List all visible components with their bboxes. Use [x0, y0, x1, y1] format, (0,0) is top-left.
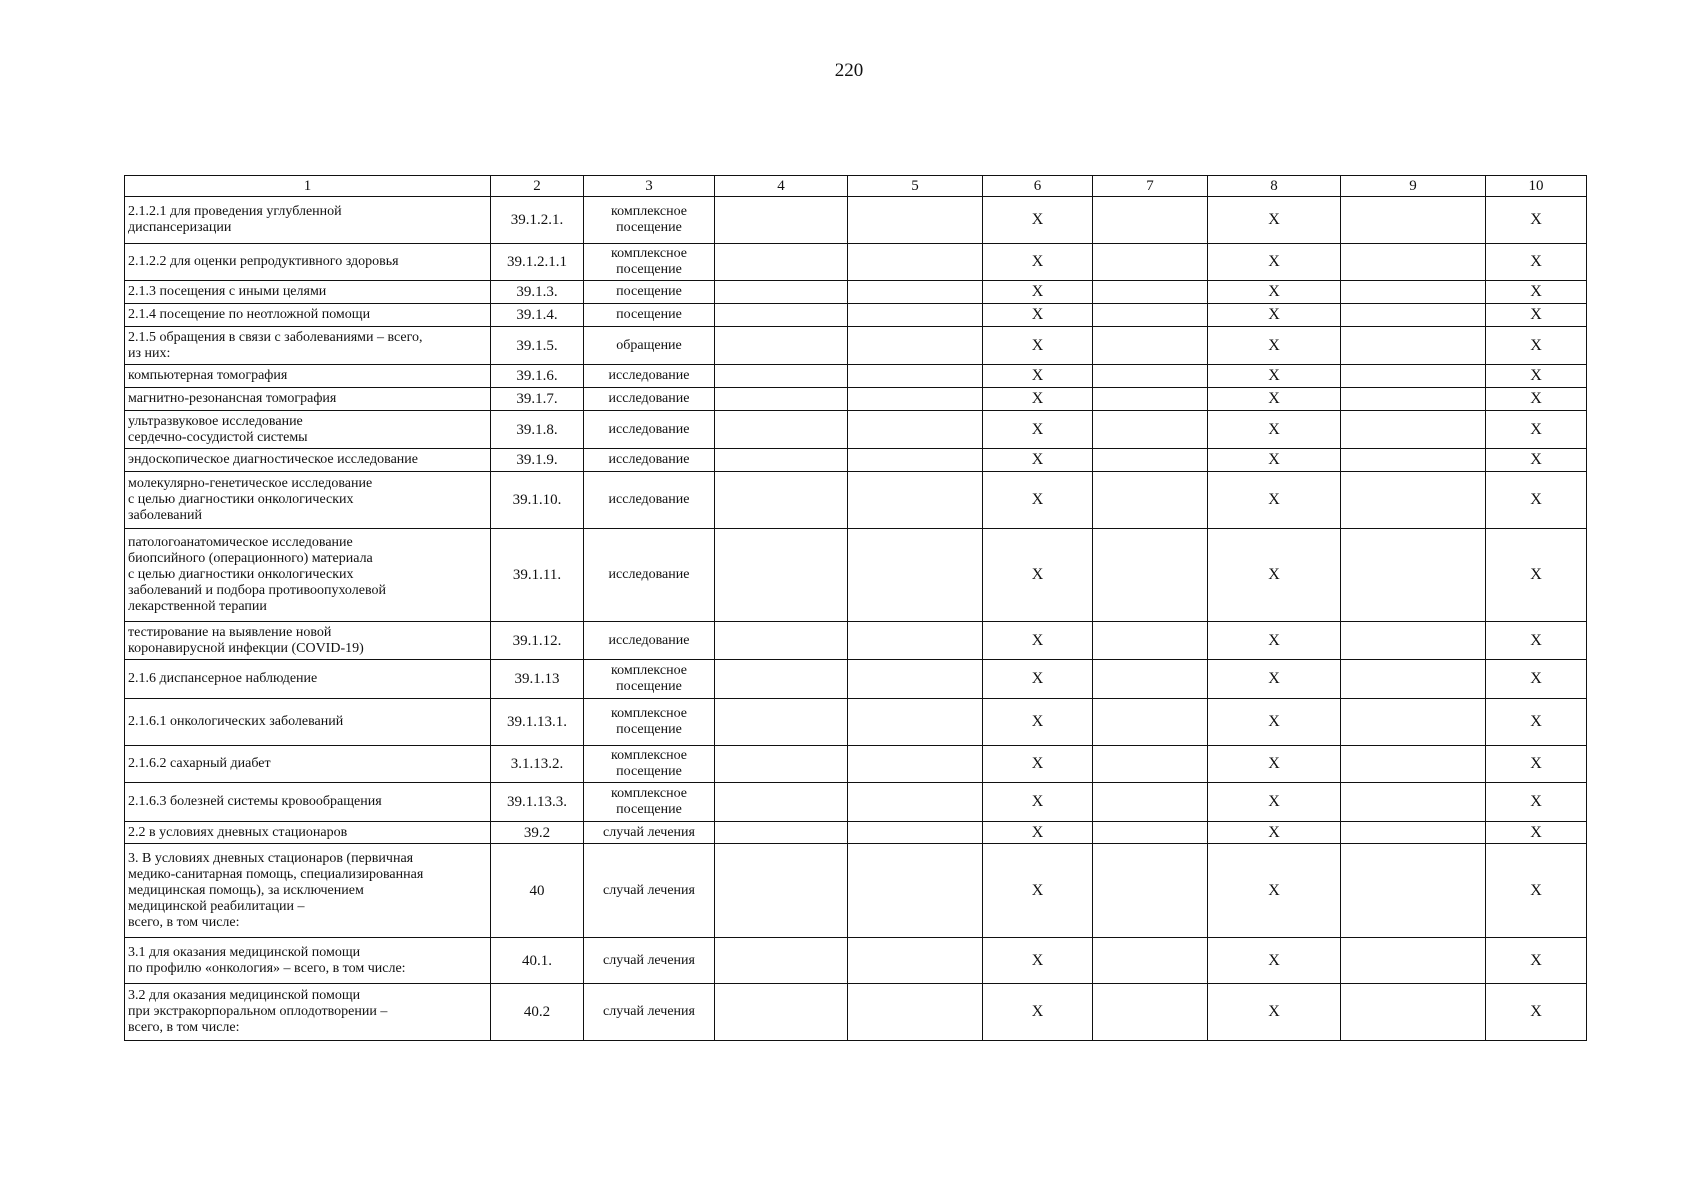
- empty-cell: [1093, 197, 1208, 244]
- row-code-cell: 39.1.2.1.: [491, 197, 584, 244]
- row-name-text: молекулярно-генетическое исследование с целью диагностики онкологических заболеваний: [128, 476, 373, 523]
- row-col6-cell: Х: [983, 984, 1093, 1041]
- row-name-text: патологоанатомическое исследование биопсийного (операционного) материала с целью диагностики онкологических заболеваний и подбора противоопухолевой лекарственной терапии: [128, 535, 386, 614]
- row-col10-cell: Х: [1486, 622, 1587, 660]
- col-header: 2: [491, 176, 584, 197]
- empty-cell: [1093, 244, 1208, 281]
- col-header: 6: [983, 176, 1093, 197]
- empty-cell: [848, 622, 983, 660]
- row-col6-cell: Х: [983, 622, 1093, 660]
- row-code-cell: 40: [491, 844, 584, 938]
- empty-cell: [848, 449, 983, 472]
- empty-cell: [848, 822, 983, 844]
- row-col10-cell: Х: [1486, 746, 1587, 783]
- row-unit-cell: исследование: [584, 411, 715, 449]
- col-header: 5: [848, 176, 983, 197]
- row-unit-cell: случай лечения: [584, 844, 715, 938]
- row-name-cell: [125, 449, 491, 472]
- row-name-cell: [125, 844, 491, 938]
- row-unit-cell: исследование: [584, 449, 715, 472]
- empty-cell: [715, 472, 848, 529]
- row-code-cell: 40.2: [491, 984, 584, 1041]
- row-code-cell: 3.1.13.2.: [491, 746, 584, 783]
- row-unit-cell: исследование: [584, 529, 715, 622]
- empty-cell: [715, 699, 848, 746]
- row-col10-cell: Х: [1486, 529, 1587, 622]
- empty-cell: [1093, 388, 1208, 411]
- empty-cell: [1341, 783, 1486, 822]
- row-col10-cell: Х: [1486, 244, 1587, 281]
- row-name-cell: [125, 327, 491, 365]
- table-row: [125, 844, 1587, 938]
- row-col10-cell: Х: [1486, 984, 1587, 1041]
- row-col10-cell: Х: [1486, 388, 1587, 411]
- empty-cell: [1093, 660, 1208, 699]
- empty-cell: [848, 746, 983, 783]
- row-unit-cell: исследование: [584, 622, 715, 660]
- empty-cell: [1341, 622, 1486, 660]
- row-name-text: 2.1.6.2 сахарный диабет: [128, 756, 271, 771]
- row-col10-cell: Х: [1486, 449, 1587, 472]
- col-header: 7: [1093, 176, 1208, 197]
- empty-cell: [715, 197, 848, 244]
- row-name-text: 2.1.6 диспансерное наблюдение: [128, 671, 318, 686]
- empty-cell: [715, 281, 848, 304]
- row-name-cell: [125, 699, 491, 746]
- row-name-cell: [125, 472, 491, 529]
- row-name-text: 3.2 для оказания медицинской помощи при экстракорпоральном оплодотворении – всего, в том числе:: [128, 988, 388, 1035]
- row-unit-cell: случай лечения: [584, 984, 715, 1041]
- row-col10-cell: Х: [1486, 822, 1587, 844]
- empty-cell: [1341, 938, 1486, 984]
- empty-cell: [715, 388, 848, 411]
- row-col10-cell: Х: [1486, 411, 1587, 449]
- col-header: 4: [715, 176, 848, 197]
- empty-cell: [848, 244, 983, 281]
- row-col10-cell: Х: [1486, 197, 1587, 244]
- empty-cell: [715, 411, 848, 449]
- col-header: 10: [1486, 176, 1587, 197]
- row-col6-cell: Х: [983, 244, 1093, 281]
- table-row: [125, 783, 1587, 822]
- row-name-cell: [125, 984, 491, 1041]
- table-body: [125, 197, 1587, 1041]
- row-col8-cell: Х: [1208, 844, 1341, 938]
- row-name-cell: [125, 388, 491, 411]
- header-row: [125, 176, 1587, 197]
- row-col6-cell: Х: [983, 449, 1093, 472]
- empty-cell: [848, 984, 983, 1041]
- row-name-text: 2.2 в условиях дневных стационаров: [128, 824, 348, 840]
- row-code-cell: 39.1.11.: [491, 529, 584, 622]
- row-col8-cell: Х: [1208, 699, 1341, 746]
- table-row: [125, 281, 1587, 304]
- table-row: [125, 472, 1587, 529]
- empty-cell: [1093, 783, 1208, 822]
- empty-cell: [715, 984, 848, 1041]
- empty-cell: [848, 197, 983, 244]
- row-name-text: 2.1.4 посещение по неотложной помощи: [128, 307, 371, 322]
- empty-cell: [848, 327, 983, 365]
- row-name-text: 2.1.2.2 для оценки репродуктивного здоровья: [128, 254, 399, 269]
- row-code-cell: 39.1.7.: [491, 388, 584, 411]
- row-col6-cell: Х: [983, 529, 1093, 622]
- page-number: 220: [834, 60, 864, 81]
- empty-cell: [1093, 365, 1208, 388]
- empty-cell: [1093, 822, 1208, 844]
- row-name-text: магнитно-резонансная томография: [128, 391, 337, 406]
- empty-cell: [1093, 304, 1208, 327]
- empty-cell: [715, 844, 848, 938]
- row-name-text: 2.1.6.3 болезней системы кровообращения: [128, 794, 382, 809]
- empty-cell: [1341, 197, 1486, 244]
- row-col10-cell: Х: [1486, 472, 1587, 529]
- row-code-cell: 39.1.13: [491, 660, 584, 699]
- row-code-cell: 39.1.5.: [491, 327, 584, 365]
- row-unit-cell: посещение: [584, 281, 715, 304]
- empty-cell: [1341, 327, 1486, 365]
- table-row: [125, 449, 1587, 472]
- table-row: [125, 822, 1587, 844]
- row-col8-cell: Х: [1208, 327, 1341, 365]
- row-name-cell: [125, 783, 491, 822]
- empty-cell: [1341, 844, 1486, 938]
- empty-cell: [1093, 746, 1208, 783]
- row-col6-cell: Х: [983, 699, 1093, 746]
- row-unit-cell: посещение: [584, 304, 715, 327]
- table-row: [125, 327, 1587, 365]
- empty-cell: [715, 529, 848, 622]
- row-unit-cell: исследование: [584, 388, 715, 411]
- empty-cell: [1341, 472, 1486, 529]
- empty-cell: [715, 822, 848, 844]
- row-col6-cell: Х: [983, 844, 1093, 938]
- row-col10-cell: Х: [1486, 327, 1587, 365]
- row-col6-cell: Х: [983, 365, 1093, 388]
- row-col8-cell: Х: [1208, 984, 1341, 1041]
- empty-cell: [715, 938, 848, 984]
- row-code-cell: 39.1.10.: [491, 472, 584, 529]
- empty-cell: [715, 365, 848, 388]
- row-col6-cell: Х: [983, 304, 1093, 327]
- empty-cell: [715, 327, 848, 365]
- row-col6-cell: Х: [983, 783, 1093, 822]
- empty-cell: [1341, 281, 1486, 304]
- row-name-cell: [125, 281, 491, 304]
- row-code-cell: 39.1.9.: [491, 449, 584, 472]
- row-name-text: 3.1 для оказания медицинской помощи по профилю «онкология» – всего, в том числе:: [128, 944, 406, 976]
- row-name-cell: [125, 660, 491, 699]
- row-col8-cell: Х: [1208, 244, 1341, 281]
- empty-cell: [1341, 411, 1486, 449]
- empty-cell: [1341, 822, 1486, 844]
- row-col8-cell: Х: [1208, 529, 1341, 622]
- row-name-text: тестирование на выявление новой коронавирусной инфекции (COVID-19): [128, 624, 364, 656]
- empty-cell: [848, 304, 983, 327]
- row-name-cell: [125, 529, 491, 622]
- row-unit-cell: комплексное посещение: [584, 699, 715, 746]
- table-row: [125, 388, 1587, 411]
- row-name-text: 2.1.6.1 онкологических заболеваний: [128, 714, 344, 729]
- empty-cell: [1341, 529, 1486, 622]
- row-col8-cell: Х: [1208, 660, 1341, 699]
- row-name-text: эндоскопическое диагностическое исследование: [128, 452, 418, 467]
- empty-cell: [1341, 660, 1486, 699]
- row-name-text: 2.1.5 обращения в связи с заболеваниями – всего, из них:: [128, 329, 423, 361]
- row-col10-cell: Х: [1486, 304, 1587, 327]
- row-col8-cell: Х: [1208, 365, 1341, 388]
- row-name-cell: [125, 822, 491, 844]
- empty-cell: [1093, 844, 1208, 938]
- table-row: [125, 411, 1587, 449]
- row-col8-cell: Х: [1208, 746, 1341, 783]
- row-col6-cell: Х: [983, 327, 1093, 365]
- row-col8-cell: Х: [1208, 783, 1341, 822]
- empty-cell: [848, 365, 983, 388]
- empty-cell: [1341, 746, 1486, 783]
- row-code-cell: 40.1.: [491, 938, 584, 984]
- row-unit-cell: исследование: [584, 472, 715, 529]
- row-col6-cell: Х: [983, 281, 1093, 304]
- row-col10-cell: Х: [1486, 783, 1587, 822]
- empty-cell: [848, 529, 983, 622]
- row-name-cell: [125, 244, 491, 281]
- row-name-text: 3. В условиях дневных стационаров (первичная медико-санитарная помощь, специализированная медицинская помощь), за исключением медицинской реабилитации – всего, в том числе:: [128, 850, 424, 930]
- empty-cell: [1341, 244, 1486, 281]
- row-code-cell: 39.1.3.: [491, 281, 584, 304]
- row-col10-cell: Х: [1486, 699, 1587, 746]
- empty-cell: [848, 938, 983, 984]
- table-row: [125, 938, 1587, 984]
- empty-cell: [848, 844, 983, 938]
- row-unit-cell: обращение: [584, 327, 715, 365]
- row-col6-cell: Х: [983, 746, 1093, 783]
- empty-cell: [848, 660, 983, 699]
- col-header: 9: [1341, 176, 1486, 197]
- row-col8-cell: Х: [1208, 938, 1341, 984]
- empty-cell: [1093, 327, 1208, 365]
- row-col8-cell: Х: [1208, 304, 1341, 327]
- row-col10-cell: Х: [1486, 938, 1587, 984]
- table-row: [125, 244, 1587, 281]
- row-code-cell: 39.1.13.1.: [491, 699, 584, 746]
- table-row: [125, 365, 1587, 388]
- empty-cell: [1093, 472, 1208, 529]
- row-col10-cell: Х: [1486, 660, 1587, 699]
- row-unit-cell: комплексное посещение: [584, 783, 715, 822]
- row-col8-cell: Х: [1208, 472, 1341, 529]
- table-row: [125, 529, 1587, 622]
- table-row: [125, 984, 1587, 1041]
- empty-cell: [715, 783, 848, 822]
- row-unit-cell: комплексное посещение: [584, 197, 715, 244]
- row-col8-cell: Х: [1208, 281, 1341, 304]
- col-header: 3: [584, 176, 715, 197]
- empty-cell: [1093, 984, 1208, 1041]
- empty-cell: [1341, 449, 1486, 472]
- row-col6-cell: Х: [983, 660, 1093, 699]
- table-row: [125, 660, 1587, 699]
- row-code-cell: 39.1.8.: [491, 411, 584, 449]
- empty-cell: [848, 411, 983, 449]
- empty-cell: [1093, 281, 1208, 304]
- empty-cell: [1093, 622, 1208, 660]
- empty-cell: [1341, 699, 1486, 746]
- row-col6-cell: Х: [983, 411, 1093, 449]
- row-name-cell: [125, 197, 491, 244]
- col-header: 1: [125, 176, 491, 197]
- row-name-cell: [125, 365, 491, 388]
- row-code-cell: 39.1.2.1.1: [491, 244, 584, 281]
- row-unit-cell: комплексное посещение: [584, 244, 715, 281]
- empty-cell: [1341, 388, 1486, 411]
- table-row: [125, 197, 1587, 244]
- row-name-text: ультразвуковое исследование сердечно-сосудистой системы: [128, 413, 308, 445]
- row-name-cell: [125, 622, 491, 660]
- empty-cell: [1093, 938, 1208, 984]
- row-name-cell: [125, 938, 491, 984]
- data-table: [124, 175, 1587, 1041]
- row-col8-cell: Х: [1208, 822, 1341, 844]
- row-col8-cell: Х: [1208, 388, 1341, 411]
- table-row: [125, 304, 1587, 327]
- row-name-cell: [125, 304, 491, 327]
- empty-cell: [848, 783, 983, 822]
- row-name-text: компьютерная томография: [128, 368, 288, 383]
- row-code-cell: 39.1.12.: [491, 622, 584, 660]
- empty-cell: [1341, 365, 1486, 388]
- row-unit-cell: комплексное посещение: [584, 746, 715, 783]
- row-col10-cell: Х: [1486, 844, 1587, 938]
- empty-cell: [715, 244, 848, 281]
- row-col6-cell: Х: [983, 197, 1093, 244]
- empty-cell: [1093, 449, 1208, 472]
- row-unit-cell: комплексное посещение: [584, 660, 715, 699]
- row-unit-cell: случай лечения: [584, 938, 715, 984]
- empty-cell: [1341, 984, 1486, 1041]
- row-name-text: 2.1.2.1 для проведения углубленной диспансеризации: [128, 204, 342, 235]
- table-row: [125, 746, 1587, 783]
- row-name-cell: [125, 411, 491, 449]
- empty-cell: [715, 660, 848, 699]
- empty-cell: [715, 449, 848, 472]
- empty-cell: [1341, 304, 1486, 327]
- empty-cell: [715, 304, 848, 327]
- row-name-text: 2.1.3 посещения с иными целями: [128, 284, 327, 299]
- col-header: 8: [1208, 176, 1341, 197]
- row-code-cell: 39.1.13.3.: [491, 783, 584, 822]
- row-col6-cell: Х: [983, 472, 1093, 529]
- row-col6-cell: Х: [983, 822, 1093, 844]
- row-col6-cell: Х: [983, 938, 1093, 984]
- empty-cell: [848, 472, 983, 529]
- row-name-cell: [125, 746, 491, 783]
- empty-cell: [715, 622, 848, 660]
- row-unit-cell: случай лечения: [584, 822, 715, 844]
- empty-cell: [715, 746, 848, 783]
- row-col10-cell: Х: [1486, 281, 1587, 304]
- row-unit-cell: исследование: [584, 365, 715, 388]
- row-col10-cell: Х: [1486, 365, 1587, 388]
- row-col6-cell: Х: [983, 388, 1093, 411]
- empty-cell: [1093, 699, 1208, 746]
- table-row: [125, 622, 1587, 660]
- table-row: [125, 699, 1587, 746]
- row-col8-cell: Х: [1208, 622, 1341, 660]
- row-col8-cell: Х: [1208, 411, 1341, 449]
- row-code-cell: 39.1.6.: [491, 365, 584, 388]
- empty-cell: [848, 388, 983, 411]
- empty-cell: [1093, 411, 1208, 449]
- empty-cell: [848, 281, 983, 304]
- empty-cell: [1093, 529, 1208, 622]
- empty-cell: [848, 699, 983, 746]
- row-col8-cell: Х: [1208, 197, 1341, 244]
- row-code-cell: 39.2: [491, 822, 584, 844]
- row-code-cell: 39.1.4.: [491, 304, 584, 327]
- row-col8-cell: Х: [1208, 449, 1341, 472]
